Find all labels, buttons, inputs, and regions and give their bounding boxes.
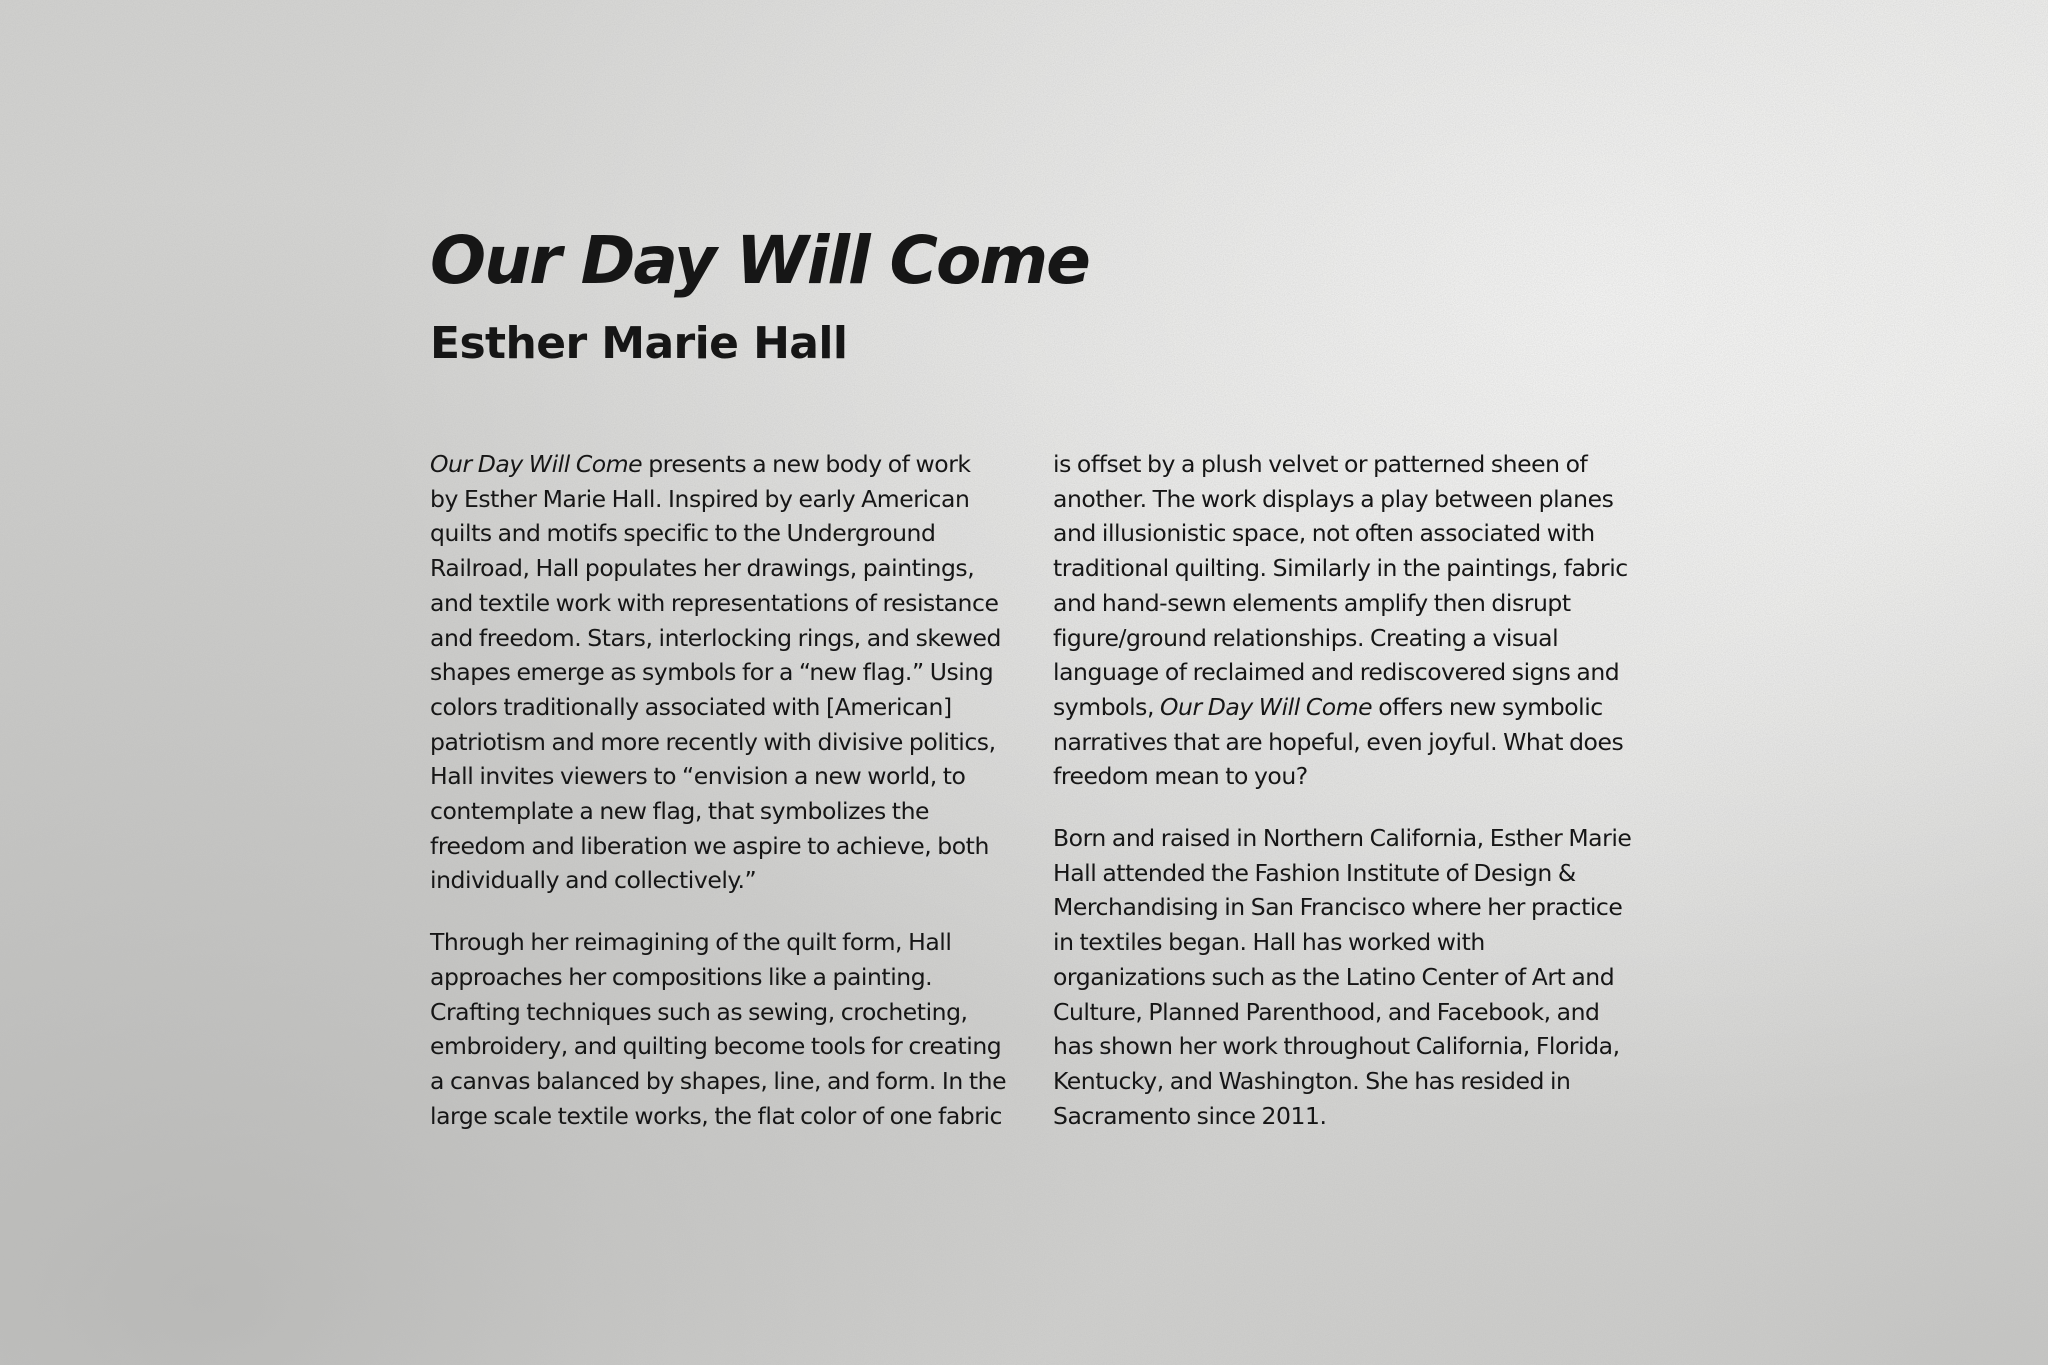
body-text-line: Hall invites viewers to “envision a new world, to — [430, 762, 966, 791]
body-text-line: language of reclaimed and rediscovered signs and — [1053, 658, 1620, 687]
body-text-line: Culture, Planned Parenthood, and Facebook, and — [1053, 997, 1600, 1026]
body-text-line: Kentucky, and Washington. She has resided in — [1053, 1066, 1571, 1095]
body-text-line: another. The work displays a play between planes — [1053, 484, 1614, 513]
body-text-line: by Esther Marie Hall. Inspired by early American — [430, 484, 970, 513]
body-text-line: figure/ground relationships. Creating a visual — [1053, 623, 1559, 652]
body-text-line: freedom and liberation we aspire to achieve, both — [430, 831, 989, 860]
italic-work-title: Our Day Will Come — [430, 450, 643, 478]
body-text-line: has shown her work throughout California, Florida, — [1053, 1032, 1620, 1061]
body-text-line: freedom mean to you? — [1053, 762, 1308, 791]
body-text-line: and hand-sewn elements amplify then disrupt — [1053, 588, 1571, 617]
body-text-line: Crafting techniques such as sewing, crocheting, — [430, 997, 968, 1026]
body-text-line: Born and raised in Northern California, Esther Marie — [1053, 824, 1632, 853]
body-text-line: organizations such as the Latino Center of Art and — [1053, 962, 1615, 991]
body-text-line: and freedom. Stars, interlocking rings, and skewed — [430, 623, 1001, 652]
body-text-line: contemplate a new flag, that symbolizes the — [430, 797, 930, 826]
body-text-line: in textiles began. Hall has worked with — [1053, 928, 1485, 957]
body-text-line: colors traditionally associated with [American] — [430, 692, 952, 721]
body-text-line: and textile work with representations of resistance — [430, 588, 999, 617]
body-text-line: Railroad, Hall populates her drawings, paintings, — [430, 554, 975, 583]
body-text-line: approaches her compositions like a painting. — [430, 962, 933, 991]
text-column-right — [1053, 447, 1641, 1133]
body-text-line: a canvas balanced by shapes, line, and form. In the — [430, 1066, 1007, 1095]
italic-work-title: Our Day Will Come — [1160, 692, 1373, 721]
body-text-line: Sacramento since 2011. — [1053, 1101, 1327, 1130]
text-column-left — [430, 447, 1018, 1133]
body-text-line: shapes emerge as symbols for a “new flag.” Using — [430, 658, 994, 687]
body-text-line: individually and collectively.” — [430, 866, 757, 895]
body-text-line: Hall attended the Fashion Institute of Design & — [1053, 858, 1576, 887]
body-text-line: large scale textile works, the flat color of one fabric — [430, 1101, 1002, 1130]
body-text-line: quilts and motifs specific to the Underground — [430, 519, 936, 548]
artist-name: Esther Marie Hall — [430, 317, 848, 369]
body-text-line: Merchandising in San Francisco where her practice — [1053, 893, 1623, 922]
body-text-line: patriotism and more recently with divisive politics, — [430, 727, 996, 756]
body-text-line: and illusionistic space, not often associated with — [1053, 519, 1595, 548]
wall-label — [430, 222, 1655, 1130]
body-text-line: traditional quilting. Similarly in the paintings, fabric — [1053, 554, 1628, 583]
body-text-line: is offset by a plush velvet or patterned sheen of — [1053, 450, 1588, 478]
body-text-line: Our Day Will Come presents a new body of work — [430, 450, 971, 478]
body-text-line: Through her reimagining of the quilt form, Hall — [430, 928, 952, 957]
exhibition-title: Our Day Will Come — [430, 222, 1089, 299]
body-text-line: symbols, Our Day Will Come offers new symbolic — [1053, 692, 1603, 721]
body-text-line: narratives that are hopeful, even joyful. What does — [1053, 727, 1624, 756]
body-text-line: embroidery, and quilting become tools for creating — [430, 1032, 1002, 1061]
